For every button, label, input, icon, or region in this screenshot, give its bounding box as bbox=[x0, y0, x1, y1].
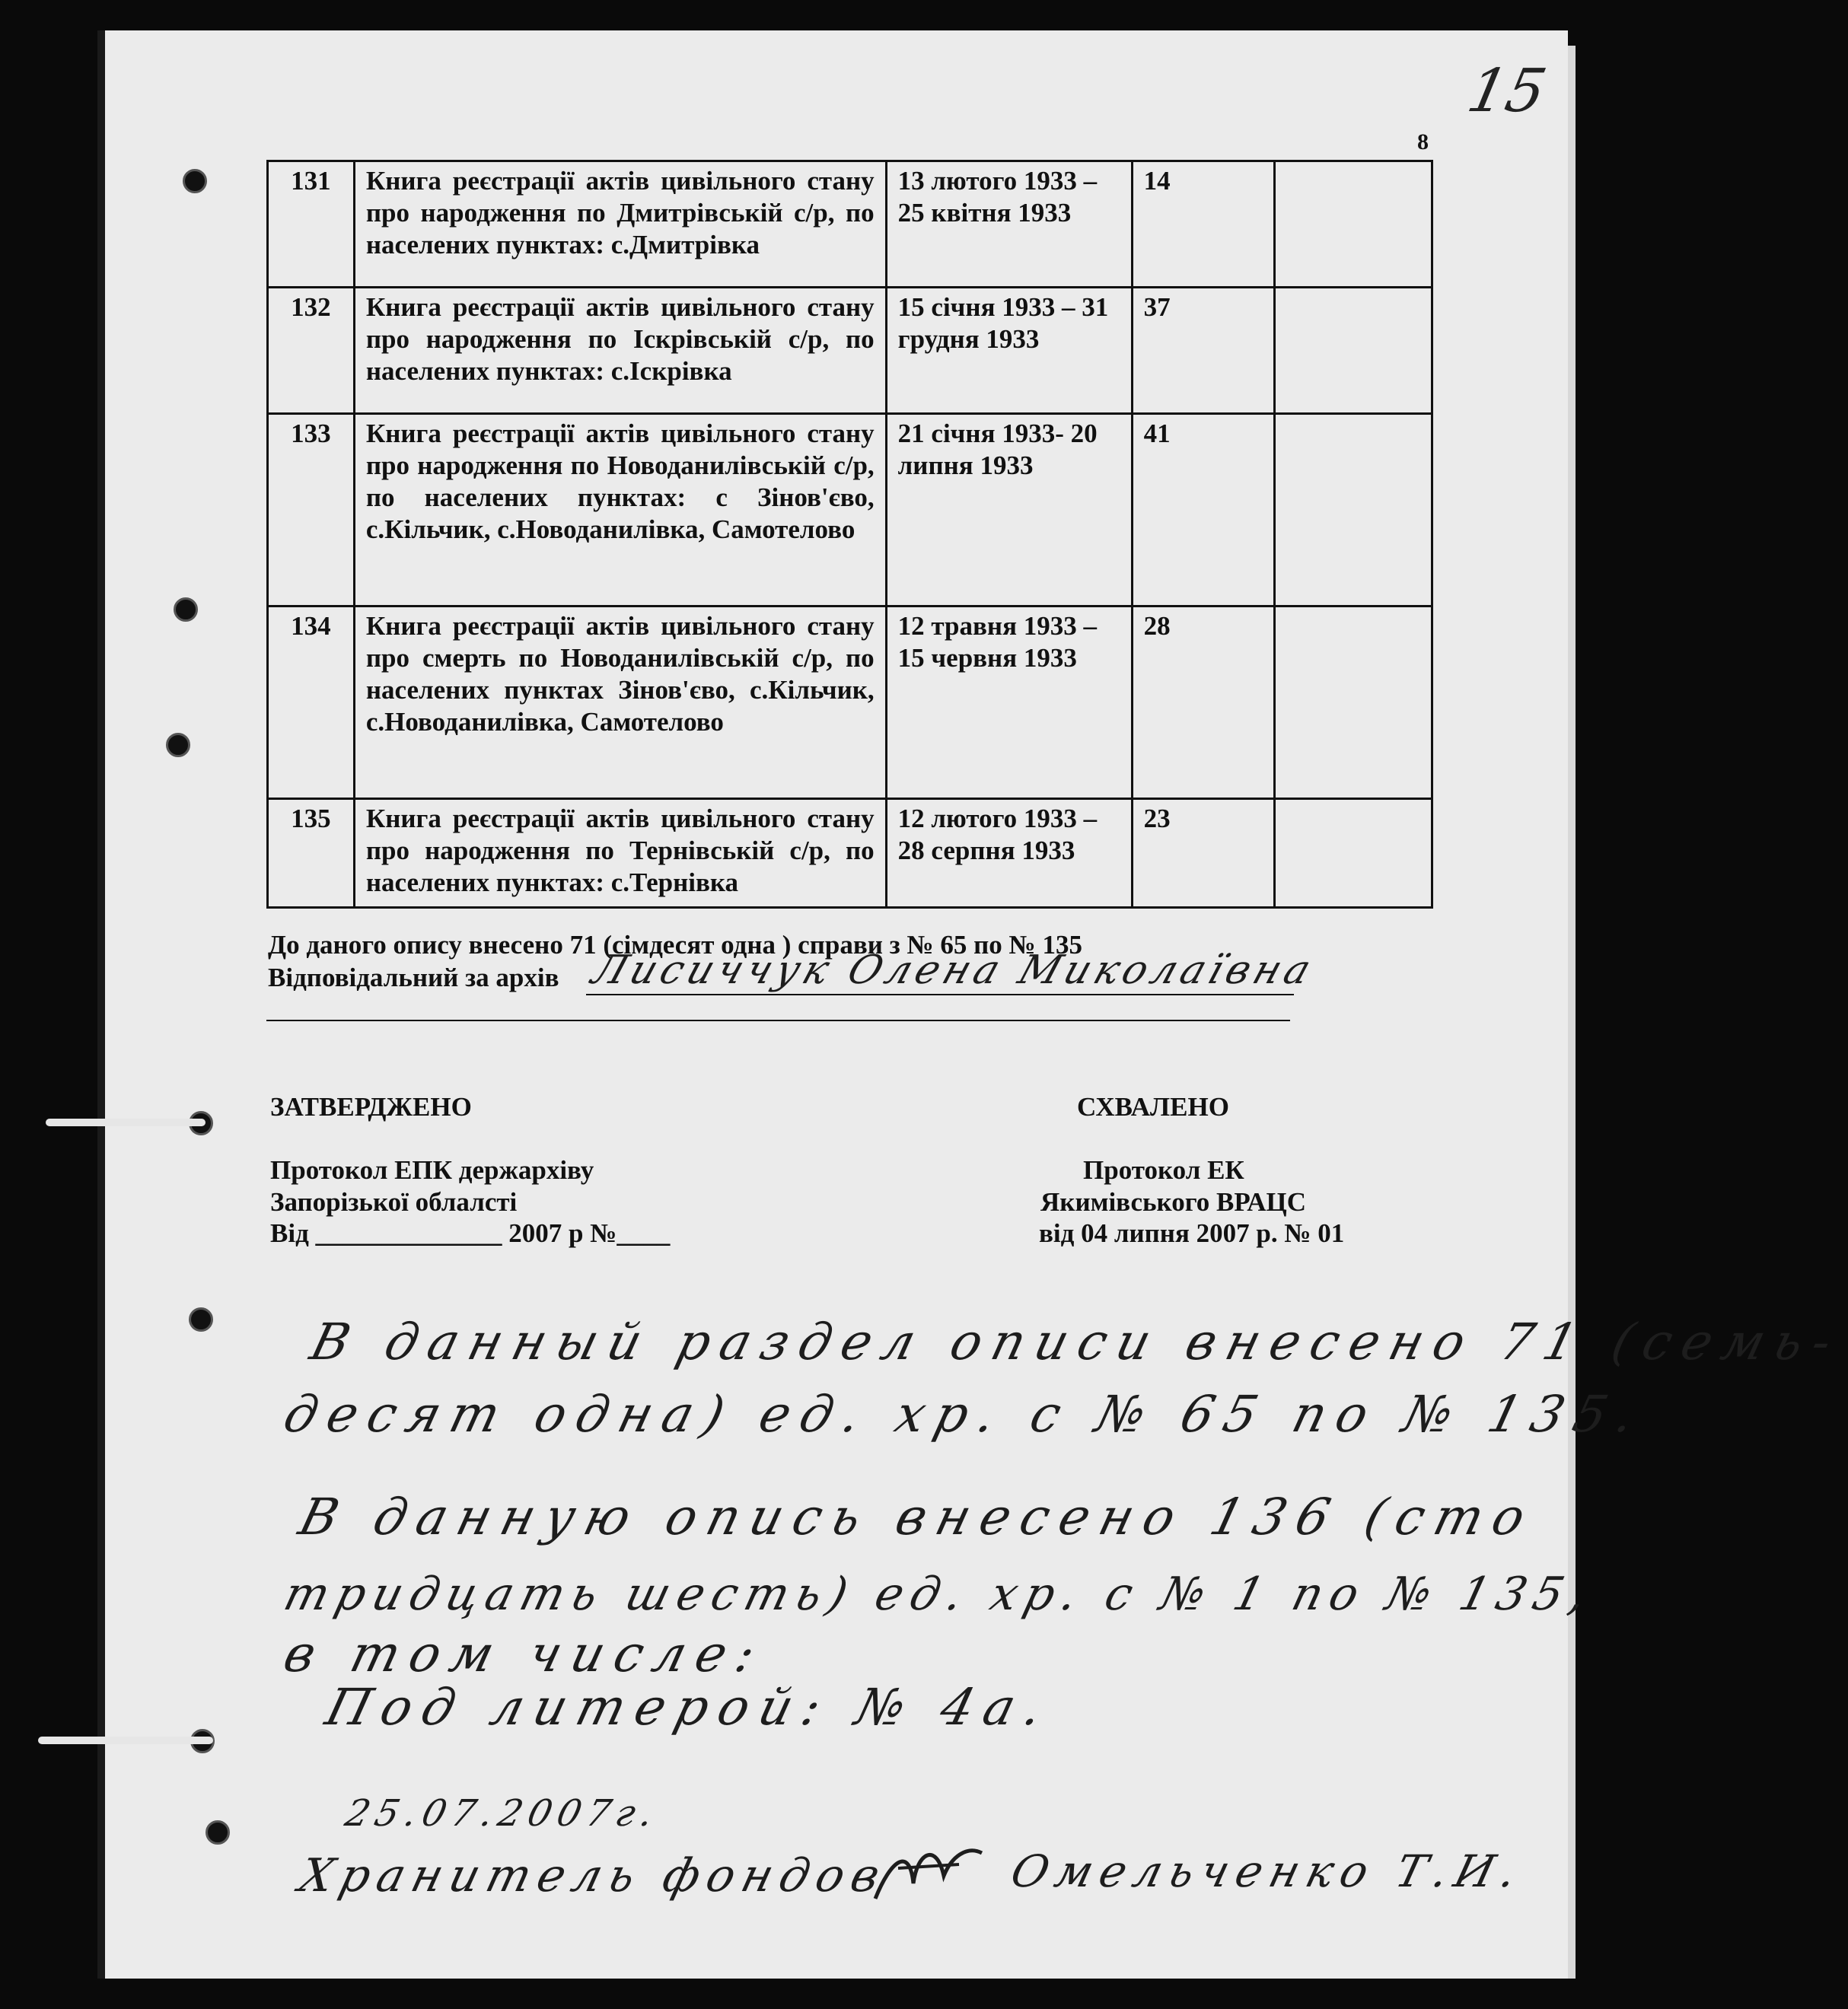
binding-string bbox=[38, 1737, 213, 1744]
handwritten-line: В данную опись внесено 136 (сто bbox=[293, 1488, 1542, 1546]
file-title: Книга реєстрації актів цивільного стану про смерть по Новоданилівській с/р, по населених пунктах Зінов'єво, с.Кільчик, с.Новоданилівка, Самотелово bbox=[354, 607, 886, 799]
note-cell bbox=[1274, 161, 1432, 288]
date-range: 15 січня 1933 – 31 грудня 1933 bbox=[886, 288, 1132, 414]
approved-date: Від ______________ 2007 р №____ bbox=[270, 1218, 671, 1248]
table-row bbox=[268, 799, 1432, 908]
endorsed-office: Якимівського ВРАЦС bbox=[1040, 1187, 1307, 1217]
keeper-name: Омельченко Т.И. bbox=[1005, 1845, 1530, 1897]
page-number: 8 bbox=[1417, 129, 1429, 154]
endorsed-date: від 04 липня 2007 р. № 01 bbox=[1039, 1218, 1345, 1248]
separator-line bbox=[266, 1020, 1290, 1021]
binding-string bbox=[46, 1119, 206, 1126]
inventory-table bbox=[266, 160, 1433, 909]
file-title: Книга реєстрації актів цивільного стану про народження по Дмитрівській с/р, по населених пунктах: с.Дмитрівка bbox=[354, 161, 886, 288]
binding-hole bbox=[189, 1307, 213, 1332]
date-range: 12 лютого 1933 – 28 серпня 1933 bbox=[886, 799, 1132, 908]
binding-hole bbox=[183, 169, 207, 193]
endorsed-heading: СХВАЛЕНО bbox=[1077, 1092, 1229, 1122]
handwritten-line: в том числе: bbox=[278, 1625, 772, 1683]
file-title: Книга реєстрації актів цивільного стану про народження по Іскрівській с/р, по населених пунктах: с.Іскрівка bbox=[354, 288, 886, 414]
signature-underline bbox=[586, 994, 1294, 995]
note-cell bbox=[1274, 414, 1432, 607]
row-number: 131 bbox=[268, 161, 355, 288]
responsible-label: Відповідальний за архів bbox=[268, 963, 559, 992]
archive-sheet-number: 15 bbox=[1461, 57, 1552, 126]
approved-heading: ЗАТВЕРДЖЕНО bbox=[270, 1092, 472, 1122]
sheet-count: 37 bbox=[1132, 288, 1274, 414]
note-cell bbox=[1274, 607, 1432, 799]
row-number: 135 bbox=[268, 799, 355, 908]
file-title: Книга реєстрації актів цивільного стану про народження по Новоданилівській с/р, по населених пунктах: с Зінов'єво, с.Кільчик, с.Новоданилівка, Самотелово bbox=[354, 414, 886, 607]
date-range: 21 січня 1933- 20 липня 1933 bbox=[886, 414, 1132, 607]
handwritten-date: 25.07.2007г. bbox=[341, 1792, 664, 1835]
handwritten-line: десят одна) ед. хр. с № 65 по № 135. bbox=[278, 1385, 1652, 1444]
note-cell bbox=[1274, 799, 1432, 908]
responsible-signature: Лисиччук Олена Миколаївна bbox=[586, 947, 1321, 993]
approved-region: Запорізької облалсті bbox=[270, 1187, 518, 1217]
file-title: Книга реєстрації актів цивільного стану про народження по Тернівській с/р, по населених пунктах: с.Тернівка bbox=[354, 799, 886, 908]
date-range: 13 лютого 1933 – 25 квітня 1933 bbox=[886, 161, 1132, 288]
summary-line: До даного опису внесено 71 (сімдесят одна ) справи з № 65 по № 135 bbox=[268, 930, 1082, 960]
approved-protocol: Протокол ЕПК держархіву bbox=[270, 1155, 594, 1185]
binding-hole bbox=[206, 1820, 230, 1845]
table-row bbox=[268, 607, 1432, 799]
handwritten-line: В данный раздел описи внесено 71 (семь- bbox=[304, 1313, 1848, 1371]
sheet-count: 28 bbox=[1132, 607, 1274, 799]
keeper-signature bbox=[868, 1830, 989, 1914]
sheet-count: 41 bbox=[1132, 414, 1274, 607]
binding-hole bbox=[174, 597, 198, 622]
row-number: 134 bbox=[268, 607, 355, 799]
sheet-count: 14 bbox=[1132, 161, 1274, 288]
binding-edge bbox=[97, 30, 105, 1979]
date-range: 12 травня 1933 – 15 червня 1933 bbox=[886, 607, 1132, 799]
handwritten-line: Под литерой: № 4а. bbox=[320, 1678, 1059, 1737]
endorsed-protocol: Протокол ЕК bbox=[1083, 1155, 1244, 1185]
binding-hole bbox=[166, 733, 190, 757]
row-number: 132 bbox=[268, 288, 355, 414]
handwritten-line: тридцать шесть) ед. хр. с № 1 по № 135, bbox=[279, 1568, 1600, 1621]
note-cell bbox=[1274, 288, 1432, 414]
table-row bbox=[268, 414, 1432, 607]
table-row bbox=[268, 161, 1432, 288]
sheet-count: 23 bbox=[1132, 799, 1274, 908]
keeper-title: Хранитель фондов bbox=[294, 1849, 893, 1902]
row-number: 133 bbox=[268, 414, 355, 607]
table-row bbox=[268, 288, 1432, 414]
